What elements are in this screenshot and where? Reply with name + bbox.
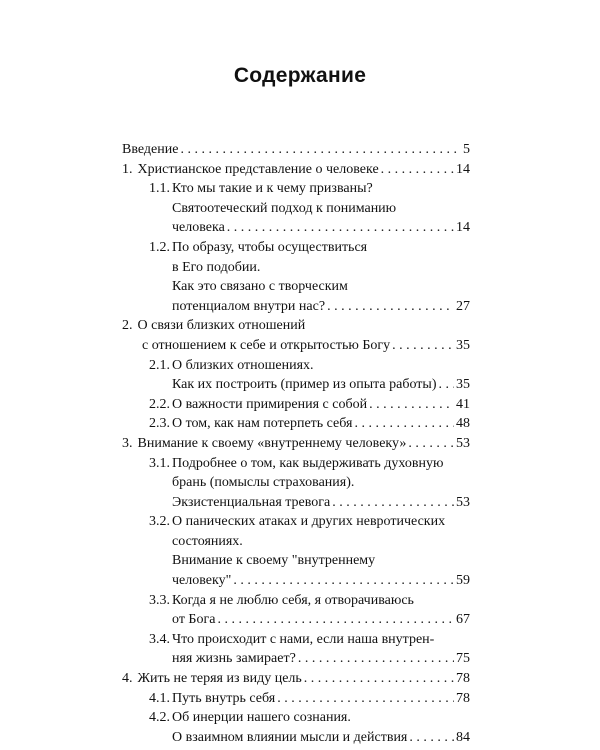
toc-entry-title: Жить не теряя из виду цель bbox=[137, 671, 302, 687]
toc-entry-line bbox=[172, 473, 470, 493]
toc-entry-line bbox=[172, 395, 470, 415]
toc-entry-number: 2.1. bbox=[149, 357, 170, 373]
toc-entry-line bbox=[172, 649, 470, 669]
toc-entry-title: человека bbox=[172, 220, 225, 236]
toc-entry[interactable] bbox=[122, 512, 470, 590]
toc-entry[interactable] bbox=[122, 395, 470, 415]
toc-page-number: 53 bbox=[456, 494, 470, 510]
toc-entry-title: О взаимном влиянии мысли и действия bbox=[172, 729, 408, 745]
toc-entry-line bbox=[172, 375, 470, 395]
toc-page-number: 14 bbox=[456, 161, 470, 177]
toc-entry-title: потенциалом внутри нас? bbox=[172, 298, 326, 314]
toc-entry-line bbox=[122, 160, 470, 180]
dot-leader bbox=[227, 218, 454, 238]
toc-entry-number: 3.1. bbox=[149, 455, 170, 471]
toc-entry-title: Путь внутрь себя bbox=[172, 690, 276, 706]
toc-entry[interactable] bbox=[122, 160, 470, 180]
toc-entry-number: 1.2. bbox=[149, 239, 170, 255]
dot-leader bbox=[369, 395, 454, 415]
toc-entry-number: 2.3. bbox=[149, 416, 170, 432]
toc-entry-number: 3.3. bbox=[149, 592, 170, 608]
toc-entry-title: няя жизнь замирает? bbox=[172, 651, 296, 667]
toc-entry-title: О панических атаках и других невротических bbox=[172, 514, 446, 530]
toc-entry-line bbox=[172, 630, 470, 650]
toc-entry-number: 1. bbox=[122, 161, 133, 177]
toc-entry-title: Как их построить (пример из опыта работы) bbox=[172, 377, 437, 393]
toc-entry-title: от Бога bbox=[172, 612, 216, 628]
toc-page-number: 53 bbox=[456, 435, 470, 451]
toc-entry-line bbox=[172, 728, 470, 748]
toc-entry-title: О связи близких отношений bbox=[137, 318, 306, 334]
dot-leader bbox=[438, 375, 454, 395]
toc-entry[interactable] bbox=[122, 316, 470, 355]
dot-leader bbox=[332, 493, 454, 513]
dot-leader bbox=[381, 160, 454, 180]
toc-entry[interactable] bbox=[122, 140, 470, 160]
toc-entry-line bbox=[172, 414, 470, 434]
toc-entry-title: Внимание к своему «внутреннему человеку» bbox=[137, 435, 407, 451]
toc-entry-title: Экзистенциальная тревога bbox=[172, 494, 331, 510]
toc-page-number: 41 bbox=[456, 396, 470, 412]
dot-leader bbox=[180, 140, 461, 160]
toc-page-number: 67 bbox=[456, 612, 470, 628]
toc-entry-line bbox=[172, 689, 470, 709]
toc-entry[interactable] bbox=[122, 434, 470, 454]
toc-entry-line bbox=[122, 434, 470, 454]
dot-leader bbox=[233, 571, 454, 591]
toc-entry-line bbox=[122, 336, 470, 356]
toc-entry-number: 2. bbox=[122, 318, 133, 334]
toc-entry-line bbox=[122, 140, 470, 160]
toc-entry-title: Когда я не люблю себя, я отворачиваюсь bbox=[172, 592, 414, 608]
toc-entry-title: состояниях. bbox=[172, 533, 243, 549]
toc-entry-number: 4. bbox=[122, 671, 133, 687]
toc-entry-title: Введение bbox=[122, 142, 179, 157]
toc-page-number: 5 bbox=[463, 142, 470, 157]
toc-page-number: 14 bbox=[456, 220, 470, 236]
toc-entry[interactable] bbox=[122, 454, 470, 513]
toc-entry-line bbox=[172, 218, 470, 238]
toc-page-number: 78 bbox=[456, 671, 470, 687]
toc-page-number: 27 bbox=[456, 298, 470, 314]
dot-leader bbox=[327, 297, 454, 317]
toc-entry-line bbox=[122, 669, 470, 689]
toc-entry[interactable] bbox=[122, 356, 470, 395]
toc-entry-title: брань (помыслы страхования). bbox=[172, 475, 355, 491]
toc-entry-number: 3. bbox=[122, 435, 133, 451]
toc-entry-title: Внимание к своему "внутреннему bbox=[172, 553, 376, 569]
dot-leader bbox=[409, 728, 454, 748]
toc-entry-line bbox=[172, 179, 470, 199]
toc-entry-line bbox=[172, 454, 470, 474]
toc-entry[interactable] bbox=[122, 708, 470, 747]
toc-entry[interactable] bbox=[122, 591, 470, 630]
dot-leader bbox=[298, 649, 454, 669]
toc-entry-title: Об инерции нашего сознания. bbox=[172, 710, 351, 726]
toc-entry-number: 2.2. bbox=[149, 396, 170, 412]
toc-page-number: 48 bbox=[456, 416, 470, 432]
dot-leader bbox=[408, 434, 454, 454]
toc-entry-line bbox=[172, 493, 470, 513]
toc-entry-line bbox=[172, 708, 470, 728]
toc-entry[interactable] bbox=[122, 179, 470, 238]
toc-entry[interactable] bbox=[122, 238, 470, 316]
toc-entry-line bbox=[172, 356, 470, 376]
toc-entry-title: Кто мы такие и к чему призваны? bbox=[172, 181, 373, 197]
toc-entry-title: человеку" bbox=[172, 573, 232, 589]
toc-entry-title: По образу, чтобы осуществиться bbox=[172, 239, 368, 255]
toc-entry-line bbox=[172, 610, 470, 630]
dot-leader bbox=[304, 669, 454, 689]
toc-entry-line bbox=[172, 591, 470, 611]
toc-page-number: 35 bbox=[456, 337, 470, 353]
toc-entry-line bbox=[172, 297, 470, 317]
dot-leader bbox=[277, 689, 454, 709]
toc-entry-line bbox=[172, 277, 470, 297]
toc-entry-title: Христианское представление о человеке bbox=[137, 161, 379, 177]
toc-entry[interactable] bbox=[122, 669, 470, 689]
toc-entry-line bbox=[172, 199, 470, 219]
toc-entry-title: О близких отношениях. bbox=[172, 357, 314, 373]
toc-entry-number: 3.4. bbox=[149, 631, 170, 647]
toc-entry-line bbox=[122, 316, 470, 336]
toc-entry-number: 3.2. bbox=[149, 514, 170, 530]
toc-entry-title: Как это связано с творческим bbox=[172, 279, 348, 295]
dot-leader bbox=[354, 414, 454, 434]
toc-entry[interactable] bbox=[122, 414, 470, 434]
toc-entry-line bbox=[172, 238, 470, 258]
toc-entry-line bbox=[172, 258, 470, 278]
toc-entry-line bbox=[172, 532, 470, 552]
toc-entry-number: 1.1. bbox=[149, 181, 170, 197]
toc-entry-number: 4.2. bbox=[149, 710, 170, 726]
toc-entry-number: 4.1. bbox=[149, 690, 170, 706]
toc-page-number: 59 bbox=[456, 573, 470, 589]
toc-entry[interactable] bbox=[122, 630, 470, 669]
toc-entry-title: Подробнее о том, как выдерживать духовную bbox=[172, 455, 444, 471]
toc-entry-line bbox=[172, 512, 470, 532]
toc-entry-title: с отношением к себе и открытостью Богу bbox=[142, 337, 391, 353]
toc-entry-line bbox=[172, 551, 470, 571]
toc-entry-title: в Его подобии. bbox=[172, 259, 261, 275]
toc-page-number: 75 bbox=[456, 651, 470, 667]
toc-entry-title: О важности примирения с собой bbox=[172, 396, 368, 412]
toc-entry-title: Святоотеческий подход к пониманию bbox=[172, 200, 397, 216]
toc-entry-line bbox=[172, 571, 470, 591]
table-of-contents bbox=[122, 140, 470, 747]
toc-page-number: 84 bbox=[456, 729, 470, 745]
dot-leader bbox=[217, 610, 454, 630]
toc-page-number: 78 bbox=[456, 690, 470, 706]
dot-leader bbox=[392, 336, 454, 356]
toc-page-number: 35 bbox=[456, 377, 470, 393]
toc-entry-title: О том, как нам потерпеть себя bbox=[172, 416, 353, 432]
toc-entry-title: Что происходит с нами, если наша внутрен- bbox=[172, 631, 435, 647]
page-title: Содержание bbox=[233, 64, 367, 87]
toc-entry[interactable] bbox=[122, 689, 470, 709]
